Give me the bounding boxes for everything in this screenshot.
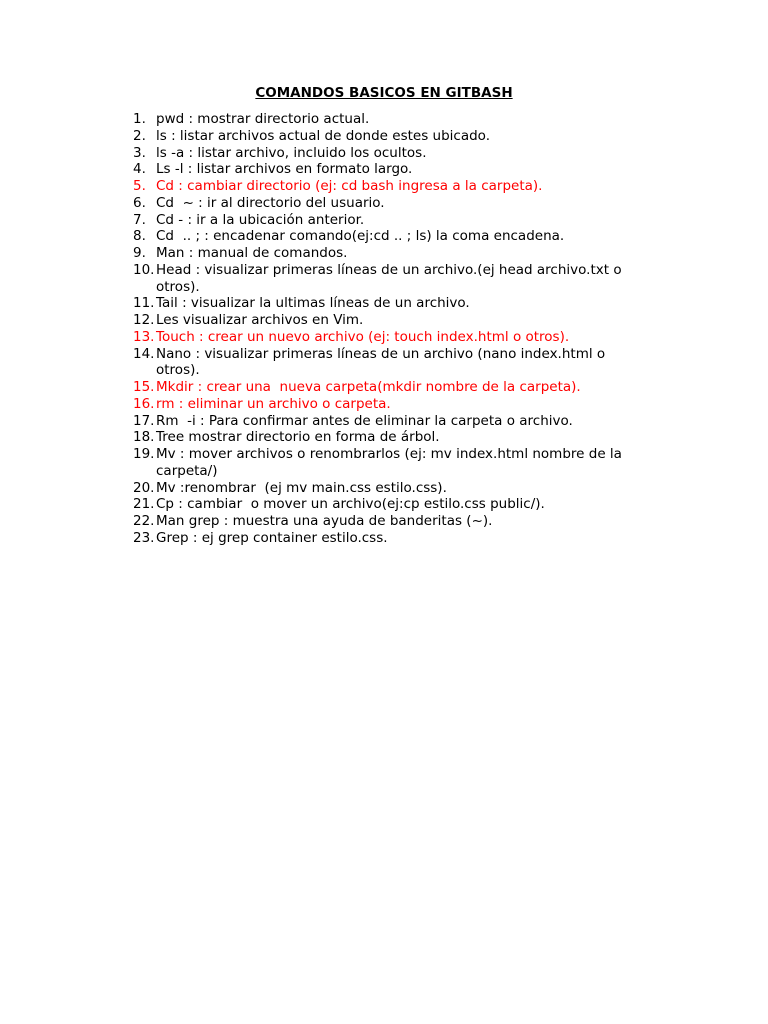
list-item [133,111,653,128]
item-number: 4. [133,161,146,178]
item-text: ls : listar archivos actual de donde estes ubicado. [156,127,490,144]
item-text: ls -a : listar archivo, incluido los ocultos. [156,144,427,161]
item-text: Head : visualizar primeras líneas de un archivo.(ej head archivo.txt o otros). [156,261,626,295]
item-number: 5. [133,178,146,194]
item-number: 12. [133,312,155,328]
item-number: 21. [133,496,155,513]
item-number: 15. [133,379,155,395]
item-number: 13. [133,328,155,345]
item-number: 16. [133,395,155,412]
list-item [133,312,653,329]
item-text: Grep : ej grep container estilo.css. [156,529,388,546]
item-text: pwd : mostrar directorio actual. [156,111,370,127]
list-item [133,262,653,296]
item-number: 6. [133,194,146,211]
item-number: 23. [133,529,155,546]
item-number: 20. [133,479,155,496]
item-text: Man grep : muestra una ayuda de banderitas (~). [156,513,493,529]
list-item [133,429,653,446]
list-item [133,480,653,497]
item-number: 7. [133,211,146,228]
list-item [133,379,653,396]
item-number: 17. [133,412,155,429]
item-text: rm : eliminar un archivo o carpeta. [156,395,391,412]
item-number: 2. [133,127,146,144]
item-text: Cd : cambiar directorio (ej: cd bash ingresa a la carpeta). [156,178,543,194]
list-item [133,195,653,212]
list-item [133,530,653,547]
item-text: Ls -l : listar archivos en formato largo. [156,161,413,178]
command-list [133,111,653,547]
list-item [133,446,653,480]
item-text: Touch : crear un nuevo archivo (ej: touch index.html o otros). [156,328,570,345]
item-number: 18. [133,429,155,446]
list-item [133,145,653,162]
list-item [133,245,653,262]
item-number: 8. [133,228,146,245]
item-number: 22. [133,513,155,529]
item-text: Man : manual de comandos. [156,245,348,261]
item-text: Mkdir : crear una nueva carpeta(mkdir nombre de la carpeta). [156,379,581,395]
item-text: Rm -i : Para confirmar antes de eliminar la carpeta o archivo. [156,412,573,429]
item-number: 19. [133,446,155,462]
list-item [133,128,653,145]
item-number: 1. [133,111,146,127]
list-item [133,161,653,178]
list-item [133,496,653,513]
list-item [133,346,653,380]
list-item [133,329,653,346]
item-text: Mv : mover archivos o renombrarlos (ej: mv index.html nombre de la carpeta/) [156,446,627,479]
list-item [133,513,653,530]
item-text: Cd - : ir a la ubicación anterior. [156,211,365,228]
item-text: Mv :renombrar (ej mv main.css estilo.css). [156,479,447,496]
list-item [133,212,653,229]
document-title: COMANDOS BASICOS EN GITBASH [255,85,513,101]
item-number: 11. [133,295,155,312]
list-item [133,178,653,195]
item-text: Les visualizar archivos en Vim. [156,312,364,328]
item-text: Tail : visualizar la ultimas líneas de un archivo. [156,295,470,312]
item-number: 14. [133,345,155,362]
item-text: Tree mostrar directorio en forma de árbol. [156,429,440,446]
item-text: Cd .. ; : encadenar comando(ej:cd .. ; ls) la coma encadena. [156,228,565,245]
item-number: 10. [133,261,155,278]
item-number: 3. [133,144,146,161]
item-text: Nano : visualizar primeras líneas de un archivo (nano index.html o otros). [156,345,610,379]
list-item [133,396,653,413]
list-item [133,413,653,430]
list-item [133,295,653,312]
item-text: Cd ~ : ir al directorio del usuario. [156,194,385,211]
item-number: 9. [133,245,146,261]
list-item [133,228,653,245]
item-text: Cp : cambiar o mover un archivo(ej:cp estilo.css public/). [156,496,545,513]
